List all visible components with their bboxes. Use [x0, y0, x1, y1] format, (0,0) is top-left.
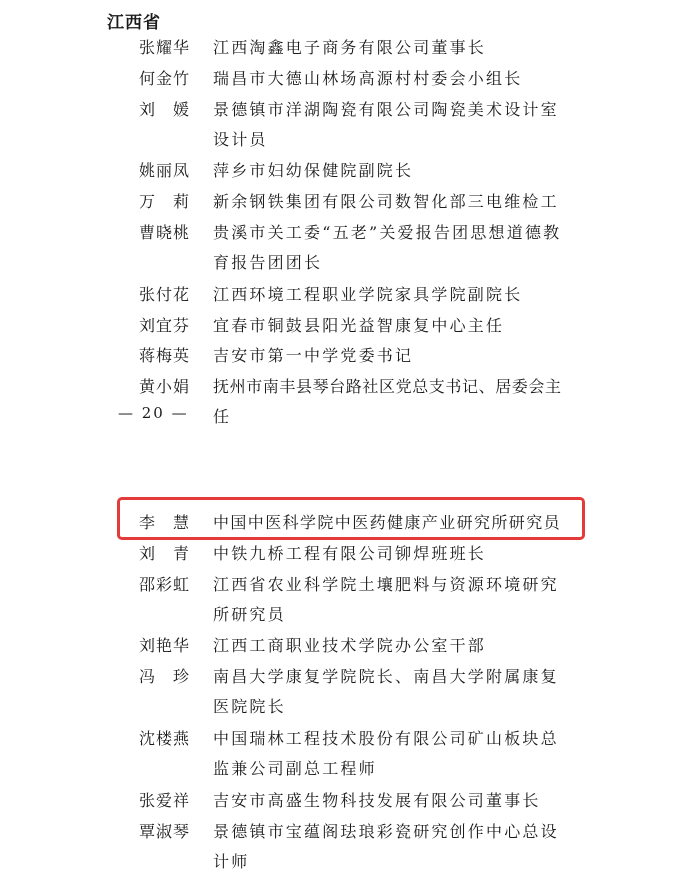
person-title: 景德镇市宝蕴阁珐琅彩瓷研究创作中心总设计师: [213, 822, 559, 871]
person-title: 中国中医科学院中医药健康产业研究所研究员: [213, 513, 562, 532]
person-title: 江西省农业科学院土壤肥料与资源环境研究所研究员: [213, 575, 559, 624]
person-name: 张爱祥: [139, 791, 191, 810]
person-name: 刘 青: [139, 544, 191, 563]
person-name: 黄小娟: [139, 377, 191, 396]
person-name: 曹晓桃: [139, 223, 191, 242]
person-name: 万 莉: [139, 192, 191, 211]
person-name: 刘 媛: [139, 100, 191, 119]
person-title: 贵溪市关工委“五老”关爱报告团思想道德教育报告团团长: [213, 223, 562, 272]
person-name: 刘宜芬: [139, 316, 191, 335]
person-title: 中铁九桥工程有限公司铆焊班班长: [213, 544, 487, 563]
person-title: 新余钢铁集团有限公司数智化部三电维检工: [213, 192, 559, 211]
person-title: 中国瑞林工程技术股份有限公司矿山板块总监兼公司副总工程师: [213, 729, 559, 778]
person-name: 姚丽凤: [139, 161, 191, 180]
person-title: 萍乡市妇幼保健院副院长: [213, 161, 414, 180]
person-name: 何金竹: [139, 69, 191, 88]
person-name: 张付花: [139, 285, 191, 304]
person-title: 宜春市铜鼓县阳光益智康复中心主任: [213, 316, 505, 335]
person-title: 江西工商职业技术学院办公室干部: [213, 636, 487, 655]
person-title: 南昌大学康复学院院长、南昌大学附属康复医院院长: [213, 667, 559, 716]
person-title: 江西淘鑫电子商务有限公司董事长: [213, 38, 487, 57]
person-name: 沈楼燕: [139, 729, 191, 748]
person-title: 抚州市南丰县琴台路社区党总支书记、居委会主任: [213, 377, 562, 426]
person-title: 景德镇市洋湖陶瓷有限公司陶瓷美术设计室设计员: [213, 100, 559, 149]
person-title: 江西环境工程职业学院家具学院副院长: [213, 285, 523, 304]
person-name: 李 慧: [139, 513, 191, 532]
person-name: 覃淑琴: [139, 822, 191, 841]
person-title: 吉安市高盛生物科技发展有限公司董事长: [213, 791, 541, 810]
section-heading: 江西省: [107, 13, 161, 33]
person-name: 冯 珍: [139, 667, 191, 686]
person-name: 张耀华: [139, 38, 191, 57]
person-name: 蒋梅英: [139, 346, 191, 365]
page-number: — 20 —: [118, 404, 189, 422]
person-name: 邵彩虹: [139, 575, 191, 594]
person-title: 瑞昌市大德山林场高源村村委会小组长: [213, 69, 523, 88]
person-name: 刘艳华: [139, 636, 191, 655]
person-title: 吉安市第一中学党委书记: [213, 346, 414, 365]
